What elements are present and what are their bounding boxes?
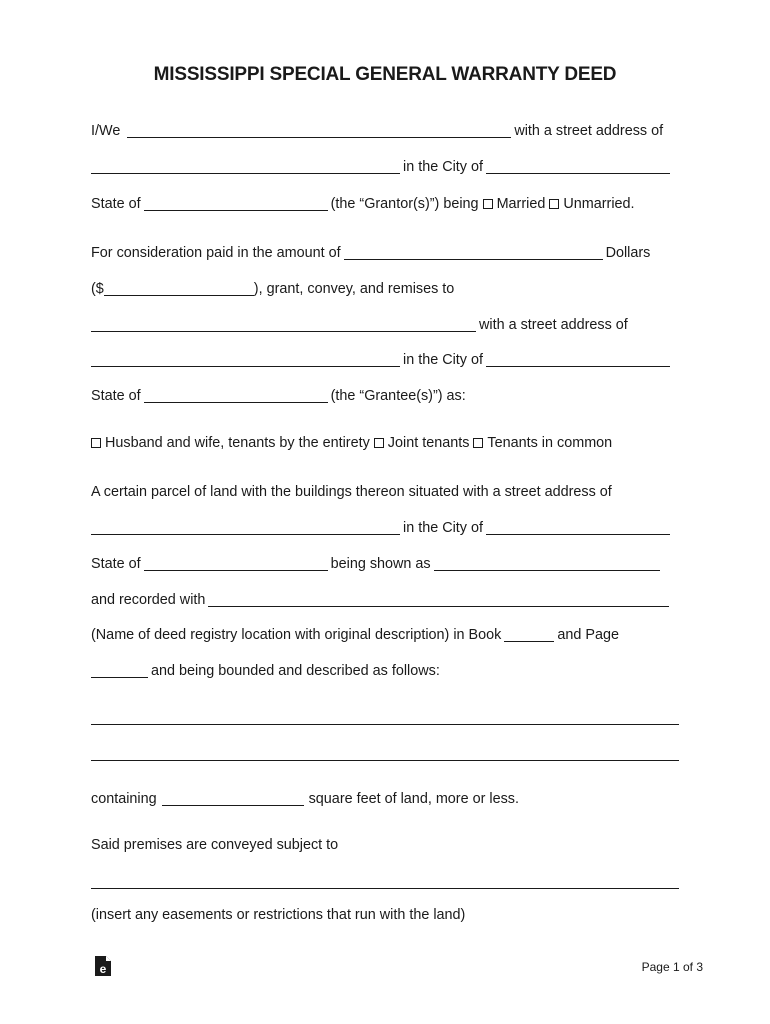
subject-row: [91, 834, 681, 856]
paren-dollar-label: ($: [91, 281, 104, 297]
containing-label: containing: [91, 791, 157, 807]
and-page-label: and Page: [557, 627, 619, 643]
grantee-state-field[interactable]: [144, 386, 328, 403]
registry-label: (Name of deed registry location with original description) in Book: [91, 627, 502, 643]
easements-note: (insert any easements or restrictions that run with the land): [91, 907, 466, 923]
grantee-city-field[interactable]: [486, 350, 670, 367]
tenants-common-checkbox[interactable]: [473, 438, 483, 448]
grantee-street-field[interactable]: [91, 350, 400, 367]
bounded-row: [91, 660, 681, 682]
grantor-state-row: [91, 193, 681, 215]
easements-note-row: [91, 904, 681, 926]
unmarried-checkbox[interactable]: [549, 199, 559, 209]
grantee-with-address-label: with a street address of: [479, 317, 628, 333]
grantor-name-row: [91, 120, 681, 142]
being-shown-label: being shown as: [330, 556, 431, 572]
grantor-name-field[interactable]: [127, 121, 511, 138]
grantor-state-field[interactable]: [144, 194, 328, 211]
parcel-in-city-label: in the City of: [403, 520, 483, 536]
grantee-name-field[interactable]: [91, 315, 476, 332]
grantee-name-row: [91, 314, 681, 336]
dollars-label: Dollars: [605, 245, 651, 261]
consideration-amount-row: [91, 278, 681, 300]
grantee-city-row: [91, 349, 681, 371]
bounded-label: and being bounded and described as follows:: [151, 663, 440, 679]
tenancy-row: [91, 432, 681, 454]
consideration-row: [91, 242, 681, 264]
parcel-city-row: [91, 517, 681, 539]
married-checkbox[interactable]: [483, 199, 493, 209]
being-shown-field[interactable]: [434, 554, 660, 571]
parcel-state-row: [91, 553, 681, 575]
parcel-intro-row: [91, 481, 681, 503]
easements-line[interactable]: [91, 888, 679, 889]
married-label: Married: [496, 196, 546, 212]
grantee-state-of-label: State of: [91, 388, 141, 404]
with-address-label: with a street address of: [514, 123, 664, 139]
consideration-label: For consideration paid in the amount of: [91, 245, 341, 261]
description-line-2[interactable]: [91, 760, 679, 761]
tenants-entirety-label: Husband and wife, tenants by the entirety: [105, 435, 370, 451]
page-number: Page 1 of 3: [641, 960, 703, 974]
book-field[interactable]: [504, 625, 554, 642]
grantor-street-field[interactable]: [91, 157, 400, 174]
consideration-amount-field[interactable]: [104, 279, 254, 296]
registry-row: [91, 624, 681, 646]
grant-label: ), grant, convey, and remises to: [253, 281, 455, 297]
parcel-street-field[interactable]: [91, 518, 400, 535]
joint-tenants-label: Joint tenants: [387, 435, 470, 451]
in-city-label: in the City of: [403, 159, 483, 175]
grantor-being-label: (the “Grantor(s)”) being: [330, 196, 479, 212]
iwe-label: I/We: [91, 123, 121, 139]
parcel-state-field[interactable]: [144, 554, 328, 571]
grantee-in-city-label: in the City of: [403, 352, 483, 368]
grantor-city-row: [91, 156, 681, 178]
tenants-entirety-checkbox[interactable]: [91, 438, 101, 448]
subject-label: Said premises are conveyed subject to: [91, 837, 339, 853]
svg-text:e: e: [99, 962, 107, 976]
state-of-label: State of: [91, 196, 141, 212]
description-line-1[interactable]: [91, 724, 679, 725]
parcel-city-field[interactable]: [486, 518, 670, 535]
containing-row: [91, 788, 681, 810]
tenants-common-label: Tenants in common: [487, 435, 613, 451]
grantee-state-row: [91, 385, 681, 407]
grantee-as-label: (the “Grantee(s)”) as:: [330, 388, 466, 404]
page-title: MISSISSIPPI SPECIAL GENERAL WARRANTY DEED: [153, 64, 617, 85]
recorded-with-label: and recorded with: [91, 592, 206, 608]
grantor-city-field[interactable]: [486, 157, 670, 174]
unmarried-label: Unmarried.: [563, 196, 635, 212]
parcel-state-of-label: State of: [91, 556, 141, 572]
recorded-with-field[interactable]: [208, 590, 669, 607]
parcel-intro-label: A certain parcel of land with the buildings thereon situated with a street address of: [91, 484, 612, 500]
square-feet-label: square feet of land, more or less.: [308, 791, 519, 807]
page-field[interactable]: [91, 661, 148, 678]
square-feet-field[interactable]: [162, 789, 304, 806]
eforms-logo-icon: [93, 955, 113, 977]
joint-tenants-checkbox[interactable]: [374, 438, 384, 448]
consideration-amount-words-field[interactable]: [344, 243, 603, 260]
recorded-row: [91, 589, 681, 611]
